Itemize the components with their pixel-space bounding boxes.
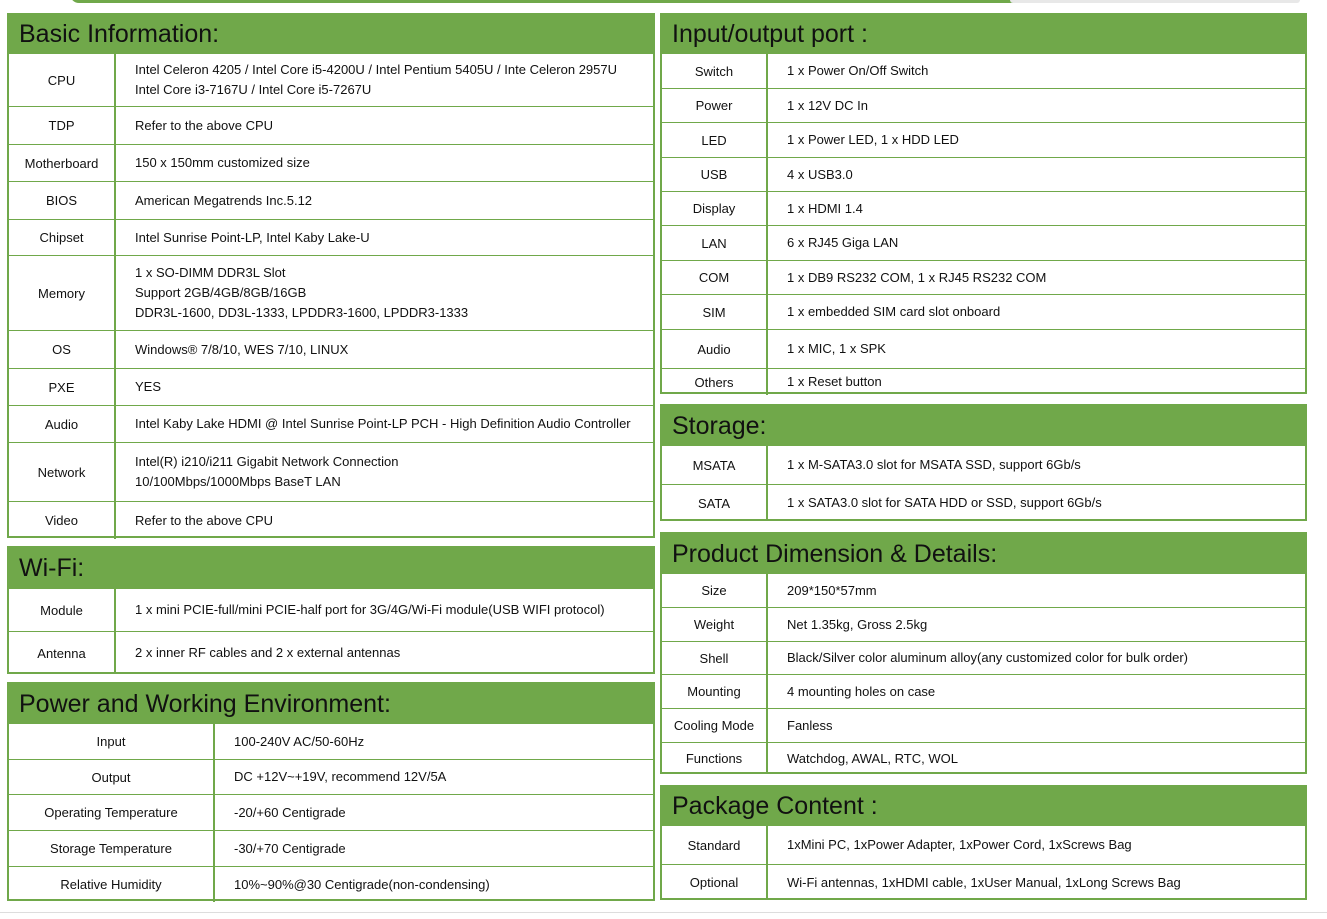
spec-label: Functions [662, 743, 768, 774]
section-title: Package Content : [662, 787, 1305, 826]
spec-label: Motherboard [9, 145, 116, 181]
spec-row [9, 724, 653, 759]
spec-row [662, 641, 1305, 674]
spec-value-line: 209*150*57mm [787, 582, 877, 598]
spec-row [9, 794, 653, 830]
spec-label: OS [9, 331, 116, 368]
spec-label: Others [662, 369, 768, 395]
spec-value [768, 642, 1188, 674]
spec-label: Storage Temperature [9, 831, 215, 866]
spec-value-line: 4 mounting holes on case [787, 683, 936, 699]
spec-label: PXE [9, 369, 116, 405]
spec-label: SIM [662, 295, 768, 329]
spec-value [768, 192, 863, 225]
spec-value [116, 182, 312, 219]
section-storage [660, 404, 1307, 521]
spec-row [662, 122, 1305, 157]
spec-value-line: Watchdog, AWAL, RTC, WOL [787, 750, 958, 766]
spec-value-line: 1 x mini PCIE-full/mini PCIE-half port for 3G/4G/Wi-Fi module(USB WIFI protocol) [135, 602, 605, 617]
spec-value [116, 145, 310, 181]
spec-label: Switch [662, 54, 768, 88]
spec-label: TDP [9, 107, 116, 144]
spec-value-line: 1xMini PC, 1xPower Adapter, 1xPower Cord, 1xScrews Bag [787, 837, 1132, 852]
spec-label: Relative Humidity [9, 867, 215, 902]
section-title: Product Dimension & Details: [662, 534, 1305, 574]
section-package [660, 785, 1307, 900]
spec-label: LED [662, 123, 768, 157]
spec-value-line: 1 x Reset button [787, 374, 882, 389]
spec-value-line: YES [135, 379, 162, 394]
spec-value-line: Intel(R) i210/i211 Gigabit Network Connection [135, 454, 399, 469]
spec-value-line: Support 2GB/4GB/8GB/16GB [135, 285, 307, 300]
spec-value [768, 574, 877, 607]
spec-label: Optional [662, 865, 768, 900]
spec-row [662, 191, 1305, 225]
spec-value [215, 795, 346, 830]
spec-label: Standard [662, 826, 768, 864]
section-title: Power and Working Environment: [9, 684, 653, 724]
spec-value [116, 406, 631, 442]
spec-row [9, 866, 653, 902]
spec-value [768, 709, 833, 742]
section-wifi [7, 546, 655, 674]
spec-value-line: 1 x M-SATA3.0 slot for MSATA SSD, support 6Gb/s [787, 457, 1081, 472]
spec-value [215, 760, 446, 794]
spec-value-line: American Megatrends Inc.5.12 [135, 192, 313, 208]
spec-row [662, 574, 1305, 607]
spec-value-line: Intel Core i3-7167U / Intel Core i5-7267U [135, 82, 372, 97]
spec-value [116, 443, 399, 501]
spec-value-line: 1 x Power LED, 1 x HDD LED [787, 132, 959, 147]
spec-label: Operating Temperature [9, 795, 215, 830]
spec-label: Output [9, 760, 215, 794]
spec-value [116, 369, 161, 405]
spec-row [662, 260, 1305, 294]
spec-value-line: 1 x MIC, 1 x SPK [787, 341, 886, 356]
spec-row [9, 442, 653, 501]
section-title: Input/output port : [662, 15, 1305, 54]
spec-value [215, 831, 346, 866]
spec-value-line: 100-240V AC/50-60Hz [234, 733, 365, 749]
spec-label: Network [9, 443, 116, 501]
spec-value [768, 261, 1046, 294]
spec-row [9, 759, 653, 794]
spec-value [116, 107, 273, 144]
spec-value [768, 865, 1181, 900]
spec-label: BIOS [9, 182, 116, 219]
section-title: Storage: [662, 406, 1305, 446]
spec-value [768, 826, 1132, 864]
spec-value-line: -30/+70 Centigrade [234, 840, 346, 856]
spec-label: Antenna [9, 632, 116, 674]
spec-row [9, 589, 653, 631]
spec-value [768, 226, 898, 260]
spec-label: Audio [662, 330, 768, 368]
spec-label: MSATA [662, 446, 768, 484]
spec-value [768, 608, 927, 641]
spec-value-line: 1 x Power On/Off Switch [787, 63, 929, 78]
spec-row [662, 446, 1305, 484]
spec-value [116, 331, 348, 368]
spec-value-line: 10/100Mbps/1000Mbps BaseT LAN [135, 474, 341, 489]
spec-label: Video [9, 502, 116, 539]
spec-value [768, 54, 928, 88]
spec-value-line: 1 x HDMI 1.4 [787, 200, 863, 216]
spec-row [662, 708, 1305, 742]
spec-label: Chipset [9, 220, 116, 255]
spec-row [9, 219, 653, 255]
spec-label: Mounting [662, 675, 768, 708]
spec-label: Audio [9, 406, 116, 442]
spec-value-line: Wi-Fi antennas, 1xHDMI cable, 1xUser Manual, 1xLong Screws Bag [787, 874, 1181, 890]
section-title: Basic Information: [9, 15, 653, 54]
spec-label: Cooling Mode [662, 709, 768, 742]
spec-label: USB [662, 158, 768, 191]
spec-label: CPU [9, 54, 116, 106]
spec-label: SATA [662, 485, 768, 521]
spec-row [9, 405, 653, 442]
spec-row [662, 54, 1305, 88]
spec-row [9, 255, 653, 330]
spec-value-line: -20/+60 Centigrade [234, 804, 346, 820]
spec-value-line: Refer to the above CPU [135, 117, 274, 133]
spec-value-line: 150 x 150mm customized size [135, 155, 310, 170]
spec-row [9, 501, 653, 539]
spec-value [215, 867, 490, 902]
spec-label: Display [662, 192, 768, 225]
spec-value-line: 6 x RJ45 Giga LAN [787, 235, 899, 250]
spec-value [116, 589, 605, 631]
spec-row [662, 674, 1305, 708]
spec-row [662, 484, 1305, 521]
spec-value-line: 10%~90%@30 Centigrade(non-condensing) [234, 876, 490, 892]
spec-value-line: 1 x embedded SIM card slot onboard [787, 304, 1001, 319]
spec-value-line: Fanless [787, 717, 833, 733]
spec-row [662, 607, 1305, 641]
spec-value [116, 54, 617, 106]
spec-value-line: Intel Kaby Lake HDMI @ Intel Sunrise Point-LP PCH - High Definition Audio Controller [135, 416, 631, 431]
bottom-divider [0, 912, 1327, 913]
spec-row [662, 88, 1305, 122]
spec-row [662, 157, 1305, 191]
spec-value [768, 330, 886, 368]
spec-label: LAN [662, 226, 768, 260]
spec-row [9, 54, 653, 106]
spec-value [116, 220, 370, 255]
spec-row [9, 181, 653, 219]
spec-row [9, 106, 653, 144]
section-title: Wi-Fi: [9, 548, 653, 589]
section-dimension [660, 532, 1307, 774]
spec-value-line: Black/Silver color aluminum alloy(any customized color for bulk order) [787, 650, 1188, 665]
spec-row [9, 144, 653, 181]
spec-label: COM [662, 261, 768, 294]
spec-value-line: 1 x SO-DIMM DDR3L Slot [135, 265, 286, 280]
spec-value-line: 1 x SATA3.0 slot for SATA HDD or SSD, support 6Gb/s [787, 495, 1102, 510]
spec-value [215, 724, 364, 759]
spec-row [9, 830, 653, 866]
spec-value [768, 485, 1102, 521]
spec-value [768, 295, 1000, 329]
spec-value [116, 502, 273, 539]
spec-row [662, 742, 1305, 774]
spec-row [9, 330, 653, 368]
spec-label: Memory [9, 256, 116, 330]
spec-label: Module [9, 589, 116, 631]
spec-value-line: Windows® 7/8/10, WES 7/10, LINUX [135, 341, 349, 357]
spec-value-line: DC +12V~+19V, recommend 12V/5A [234, 769, 447, 784]
spec-value-line: Refer to the above CPU [135, 512, 274, 528]
spec-value [768, 743, 958, 774]
spec-value [768, 369, 882, 395]
section-power [7, 682, 655, 901]
spec-value [116, 256, 468, 330]
spec-row [662, 368, 1305, 395]
spec-value-line: Intel Sunrise Point-LP, Intel Kaby Lake-U [135, 229, 370, 245]
spec-row [9, 368, 653, 405]
spec-value [116, 632, 400, 674]
spec-value [768, 446, 1081, 484]
spec-row [662, 329, 1305, 368]
spec-row [662, 225, 1305, 260]
spec-label: Size [662, 574, 768, 607]
spec-row [9, 631, 653, 674]
spec-value-line: Net 1.35kg, Gross 2.5kg [787, 616, 928, 632]
top-decoration-shadow [1010, 0, 1300, 3]
section-io [660, 13, 1307, 394]
spec-row [662, 826, 1305, 864]
section-basic [7, 13, 655, 538]
spec-value [768, 123, 959, 157]
spec-value-line: 2 x inner RF cables and 2 x external antennas [135, 645, 401, 660]
spec-label: Weight [662, 608, 768, 641]
spec-value-line: DDR3L-1600, DD3L-1333, LPDDR3-1600, LPDDR3-1333 [135, 305, 469, 320]
spec-value-line: 4 x USB3.0 [787, 166, 853, 182]
spec-value-line: 1 x 12V DC In [787, 97, 868, 113]
spec-label: Shell [662, 642, 768, 674]
spec-label: Input [9, 724, 215, 759]
spec-value-line: Intel Celeron 4205 / Intel Core i5-4200U / Intel Pentium 5405U / Inte Celeron 2957U [135, 62, 618, 77]
spec-value [768, 158, 853, 191]
spec-row [662, 294, 1305, 329]
spec-label: Power [662, 89, 768, 122]
spec-value-line: 1 x DB9 RS232 COM, 1 x RJ45 RS232 COM [787, 269, 1047, 285]
spec-value [768, 675, 935, 708]
spec-value [768, 89, 868, 122]
spec-row [662, 864, 1305, 900]
